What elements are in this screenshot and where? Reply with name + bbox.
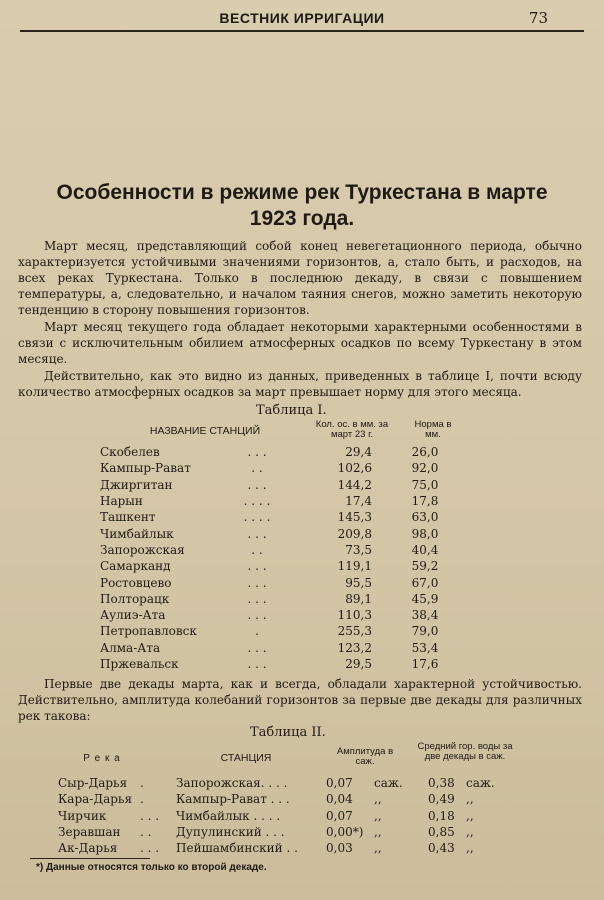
station-cell: Полторацк — [100, 591, 170, 606]
amplitude-cell: 0,03 — [326, 841, 353, 856]
leader-dots: . . . — [247, 640, 267, 655]
table2-header-amplitude: Амплитуда в саж. — [336, 746, 394, 767]
footnote-rule — [30, 858, 150, 859]
amplitude-unit: ,, — [374, 841, 382, 856]
leader-dots: . — [140, 776, 144, 791]
table2-header-station: СТАНЦИЯ — [220, 752, 272, 764]
station-cell: Самарканд — [100, 559, 171, 574]
norm-cell: 63,0 — [411, 510, 439, 525]
precip-cell: 95,5 — [345, 575, 372, 590]
precip-cell: 119,1 — [337, 559, 372, 574]
station-cell: Запорожская. . . . — [176, 776, 288, 791]
paragraph-4: Первые две декады марта, как и всегда, обладали характерной устойчивостью. Действительно, амплитуда колебаний горизонтов за первые две декады для различных рек такова: — [18, 677, 582, 723]
river-cell: Ак-Дарья — [58, 841, 118, 856]
mean-level-unit: ,, — [466, 808, 474, 823]
norm-cell: 45,9 — [411, 591, 439, 606]
table1-row — [100, 623, 460, 639]
norm-cell: 26,0 — [411, 445, 439, 460]
table2-row — [58, 808, 508, 824]
table1-row — [100, 558, 460, 574]
station-cell: Аулиэ-Ата — [100, 608, 166, 623]
mean-level-unit: ,, — [466, 841, 474, 856]
norm-cell: 67,0 — [411, 575, 439, 590]
station-cell: Скобелев — [100, 445, 160, 460]
leader-dots: . . — [251, 542, 263, 557]
table1-row — [100, 574, 460, 590]
station-cell: Чимбайлык — [100, 526, 174, 541]
river-cell: Кара-Дарья — [58, 792, 133, 807]
leader-dots: . . . . — [243, 510, 271, 525]
norm-cell: 17,6 — [411, 657, 439, 671]
station-cell: Кампыр-Рават — [100, 461, 191, 476]
precip-cell: 102,6 — [337, 461, 372, 476]
norm-cell: 38,4 — [411, 608, 439, 623]
leader-dots: . . . — [247, 591, 267, 606]
precip-cell: 110,3 — [337, 608, 372, 623]
precipitation-table — [100, 444, 460, 672]
station-cell: Джиргитан — [100, 477, 173, 492]
table2-row — [58, 840, 508, 856]
table1-row — [100, 460, 460, 476]
station-cell: Нарын — [100, 494, 143, 509]
norm-cell: 59,2 — [411, 559, 439, 574]
page-number: 73 — [528, 9, 548, 27]
paragraph-3: Действительно, как это видно из данных, приведенных в таблице I, почти всюду количество атмосферных осадков за март превышает норму для этого месяца. — [18, 369, 582, 399]
norm-cell: 53,4 — [411, 640, 439, 655]
table1-row — [100, 477, 460, 493]
leader-dots: . — [255, 624, 259, 639]
table1-row — [100, 640, 460, 656]
leader-dots: . . . — [247, 445, 267, 460]
precip-cell: 255,3 — [337, 624, 372, 639]
table1-header-precip: Кол. ос. в мм. за март 23 г. — [315, 419, 389, 440]
river-cell: Чирчик — [58, 808, 107, 823]
precip-cell: 17,4 — [345, 494, 372, 509]
amplitude-unit: ,, — [374, 825, 382, 840]
table1-caption: Таблица I. — [256, 403, 327, 418]
station-cell: Пржевальск — [100, 657, 179, 671]
leader-dots: . . . . — [243, 494, 271, 509]
article-body-continued — [18, 676, 582, 724]
river-cell: Сыр-Дарья — [58, 776, 128, 791]
footnote: *) Данные относятся только ко второй декаде. — [36, 862, 267, 873]
table1-row — [100, 542, 460, 558]
table1-row — [100, 656, 460, 672]
table2-row — [58, 824, 508, 840]
precip-cell: 73,5 — [345, 542, 372, 557]
table1-header-station: НАЗВАНИЕ СТАНЦИЙ — [149, 425, 261, 437]
leader-dots: . . . — [247, 559, 267, 574]
table1-row — [100, 525, 460, 541]
station-cell: Пейшамбинский . . — [176, 841, 298, 856]
precip-cell: 29,5 — [345, 657, 372, 671]
table1-row — [100, 607, 460, 623]
leader-dots: . . . — [247, 477, 267, 492]
table1-row — [100, 509, 460, 525]
station-cell: Кампыр-Рават . . . — [176, 792, 290, 807]
leader-dots: . . . — [247, 526, 267, 541]
norm-cell: 17,8 — [411, 494, 439, 509]
amplitude-cell: 0,04 — [326, 792, 353, 807]
leader-dots: . . — [251, 461, 263, 476]
station-cell: Запорожская — [100, 542, 185, 557]
table2-row — [58, 791, 508, 807]
station-cell: Ростовцево — [100, 575, 172, 590]
mean-level-unit: ,, — [466, 825, 474, 840]
mean-level-cell: 0,18 — [428, 808, 455, 823]
leader-dots: . . — [140, 825, 152, 840]
title-line-2: 1923 года. — [249, 207, 355, 230]
amplitude-cell: 0,00*) — [326, 825, 364, 840]
table1-row — [100, 591, 460, 607]
norm-cell: 40,4 — [411, 542, 439, 557]
amplitude-unit: ,, — [374, 792, 382, 807]
mean-level-cell: 0,49 — [428, 792, 455, 807]
title-line-1: Особенности в режиме рек Туркестана в марте — [56, 181, 548, 204]
article-body — [18, 238, 582, 400]
table2-header-river: Р е к а — [83, 753, 121, 764]
norm-cell: 98,0 — [411, 526, 439, 541]
precip-cell: 145,3 — [337, 510, 372, 525]
precip-cell: 123,2 — [337, 640, 372, 655]
table1-row — [100, 493, 460, 509]
leader-dots: . — [140, 792, 144, 807]
mean-level-cell: 0,38 — [428, 776, 455, 791]
station-cell: Ташкент — [100, 510, 156, 525]
table1-header-norm: Норма в мм. — [414, 419, 452, 440]
mean-level-cell: 0,85 — [428, 825, 455, 840]
amplitude-unit: саж. — [374, 776, 403, 791]
precip-cell: 144,2 — [337, 477, 372, 492]
running-header — [20, 8, 584, 32]
station-cell: Чимбайлык . . . . — [176, 808, 281, 823]
river-cell: Зеравшан — [58, 825, 121, 840]
norm-cell: 75,0 — [411, 477, 439, 492]
amplitude-cell: 0,07 — [326, 776, 353, 791]
precip-cell: 209,8 — [337, 526, 372, 541]
leader-dots: . . . — [247, 608, 267, 623]
precip-cell: 89,1 — [345, 591, 372, 606]
norm-cell: 92,0 — [411, 461, 439, 476]
table1-row — [100, 444, 460, 460]
leader-dots: . . . — [247, 657, 267, 671]
station-cell: Дупулинский . . . — [176, 825, 285, 840]
paragraph-1: Март месяц, представляющий собой конец невегетационного периода, обычно характеризуется устойчивыми значениями горизонтов, а, стало быть, и расходов, на всех реках Туркестана. Только в последнюю декаду, в связи с повышением температуры, а, следовательно, и началом таяния снегов, можно заметить некоторую тенденцию в сторону повышения горизонтов. — [18, 239, 582, 317]
mean-level-unit: саж. — [466, 776, 495, 791]
amplitude-unit: ,, — [374, 808, 382, 823]
station-cell: Алма-Ата — [100, 640, 161, 655]
station-cell: Петропавловск — [100, 624, 197, 639]
norm-cell: 79,0 — [411, 624, 439, 639]
amplitude-table — [58, 775, 508, 856]
leader-dots: . . . — [140, 808, 160, 823]
journal-title: ВЕСТНИК ИРРИГАЦИИ — [219, 10, 385, 26]
article-title — [10, 180, 594, 232]
leader-dots: . . . — [247, 575, 267, 590]
mean-level-unit: ,, — [466, 792, 474, 807]
table2-row — [58, 775, 508, 791]
table2-header-mean: Средний гор. воды за две декады в саж. — [417, 741, 513, 762]
leader-dots: . . . — [140, 841, 160, 856]
paragraph-2: Март месяц текущего года обладает некоторыми характерными особенностями в связи с исключительным обилием атмосферных осадков по всему Туркестану в этом месяце. — [18, 320, 582, 366]
amplitude-cell: 0,07 — [326, 808, 353, 823]
mean-level-cell: 0,43 — [428, 841, 455, 856]
precip-cell: 29,4 — [345, 445, 372, 460]
table2-caption: Таблица II. — [250, 725, 326, 740]
